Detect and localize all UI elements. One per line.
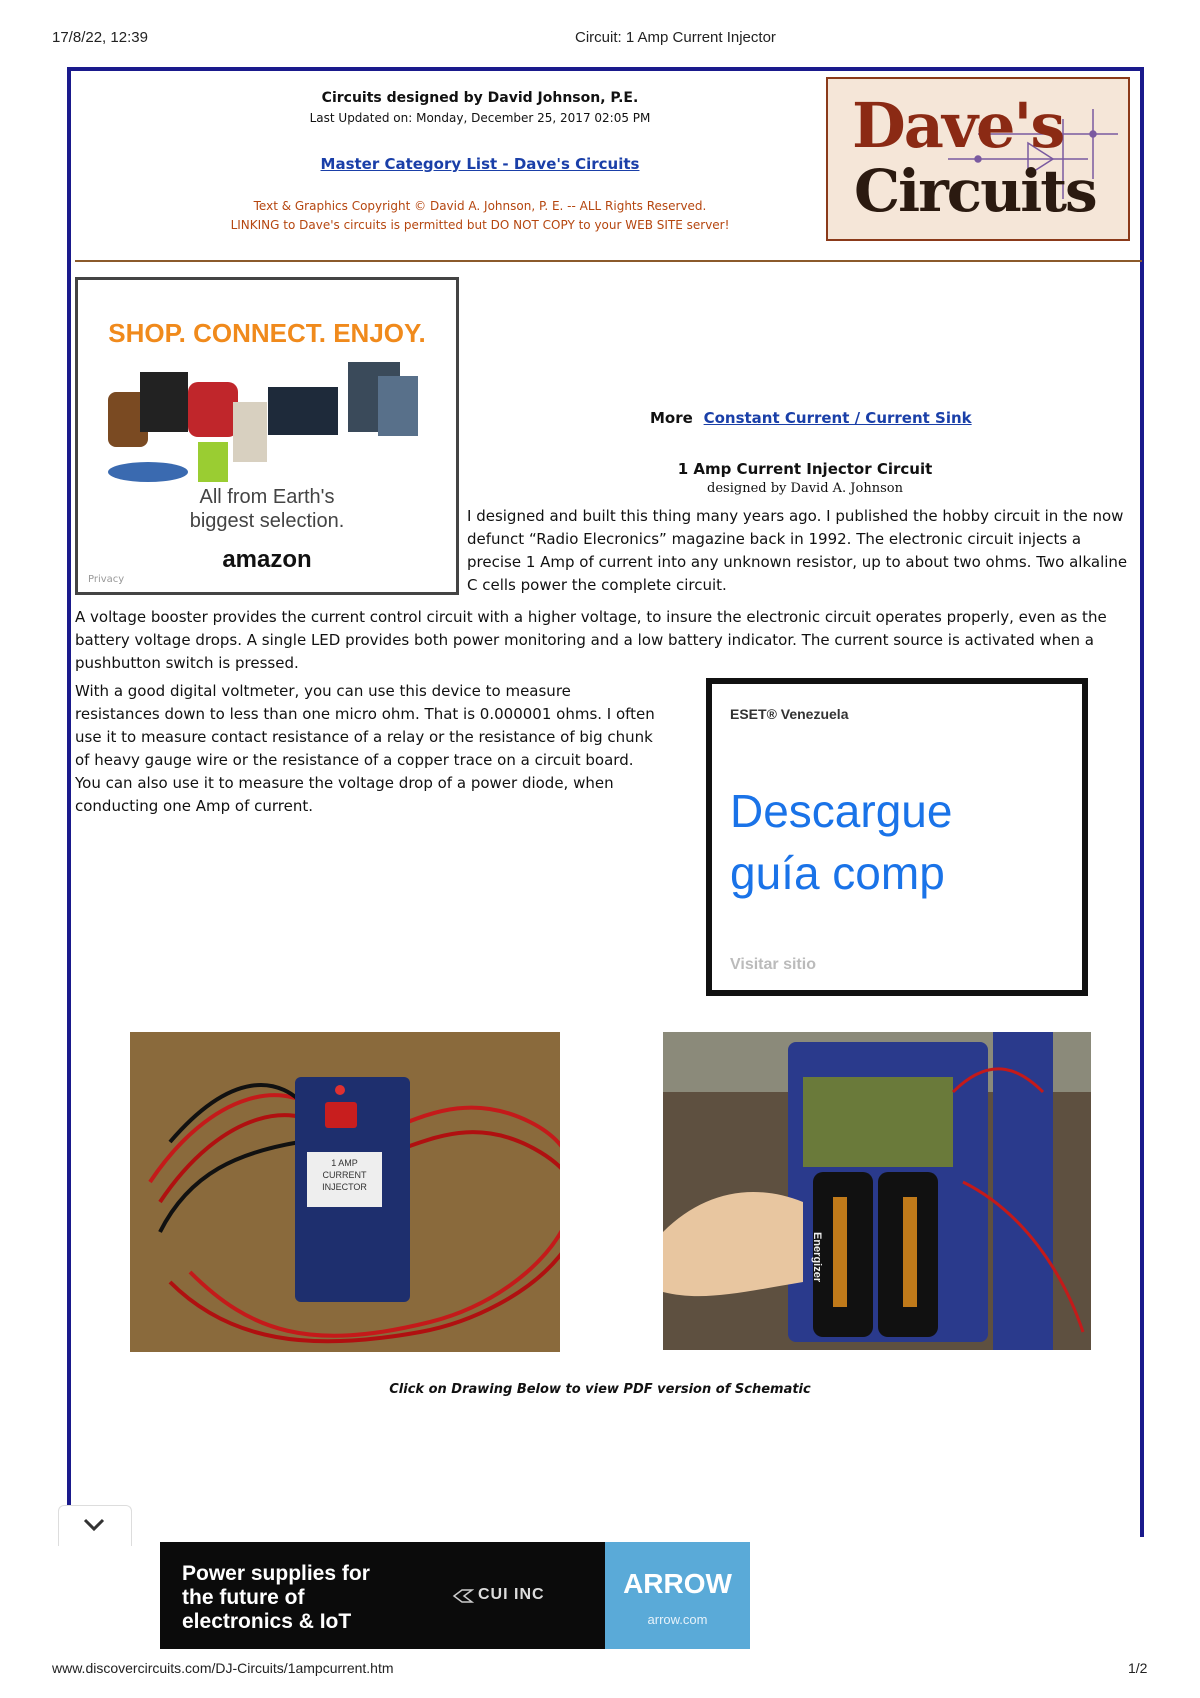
banner-ad-line: the future of [182,1586,305,1609]
daves-circuits-logo[interactable] [826,77,1130,241]
article-paragraph: With a good digital voltmeter, you can use this device to measure resistances down to less than one micro ohm. That is 0.000001 ohms. I often use it to measure contact resistance of a relay or the resistance of big chunk of heavy gauge wire or the resistance of a copper trace on a circuit board. You can also use it to measure the voltage drop of a power diode, when conducting one Amp of current. [75,682,655,815]
ad-privacy-link[interactable]: Privacy [88,574,125,585]
chevron-down-icon [83,1518,105,1532]
eset-ad-headline-1: Descargue [730,785,953,837]
print-footer-url: www.discovercircuits.com/DJ-Circuits/1ampcurrent.htm [52,1660,394,1676]
arrow-logo-panel [605,1542,750,1649]
more-links [650,409,972,427]
schematic-caption[interactable]: Click on Drawing Below to view PDF version of Schematic [389,1382,811,1397]
eset-visit-button[interactable]: Visitar sitio [730,956,816,973]
products-collage-icon [78,352,458,492]
linking-notice: LINKING to Dave's circuits is permitted but DO NOT COPY to your WEB SITE server! [230,218,730,232]
last-updated: Last Updated on: Monday, December 25, 2017 02:05 PM [309,111,651,125]
print-title: Circuit: 1 Amp Current Injector [575,29,776,46]
box-label-line: 1 AMP [331,1158,358,1168]
eset-ad[interactable] [706,678,1088,996]
amazon-ad-headline: SHOP. CONNECT. ENJOY. [108,318,426,348]
cui-logo-icon [452,1588,474,1604]
collapse-ad-button[interactable] [58,1505,132,1546]
more-label: More [650,409,693,427]
article-byline: designed by David A. Johnson [707,481,903,496]
box-label-line: INJECTOR [322,1182,367,1192]
arrow-logo: ARROW [623,1568,732,1599]
master-category-link[interactable]: Master Category List - Dave's Circuits [320,155,640,173]
article-title: 1 Amp Current Injector Circuit [677,460,933,478]
injector-box-photo [130,1032,560,1352]
amazon-logo: amazon [222,546,312,573]
injector-inside-photo [663,1032,1091,1350]
battery-brand: Energizer [811,1232,823,1283]
banner-ad-line: electronics & IoT [182,1610,352,1633]
print-date: 17/8/22, 12:39 [52,29,148,46]
eset-ad-headline-2: guía comp [730,847,945,899]
box-label-line: CURRENT [322,1170,367,1180]
logo-text-circuits: Circuits [854,157,1096,225]
article-paragraph: A voltage booster provides the current control circuit with a higher voltage, to insure the electronic circuit operates properly, even as the battery voltage drops. A single LED provides both power monitoring and a low battery indicator. The current source is activated when a pushbutton switch is pressed. [75,608,1107,672]
site-credit: Circuits designed by David Johnson, P.E. [321,90,639,106]
print-page-number: 1/2 [1128,1660,1148,1676]
amazon-ad[interactable] [75,277,459,595]
eset-ad-org: ESET® Venezuela [730,706,849,722]
arrow-banner-ad[interactable] [160,1542,750,1649]
article-paragraph: I designed and built this thing many years ago. I published the hobby circuit in the now defunct “Radio Elecronics” magazine back in 1992. The electronic circuit injects a precise 1 Amp of current into any unknown resistor, up to about two ohms. Two alkaline C cells power the complete circuit. [467,507,1128,594]
copyright-notice: Text & Graphics Copyright © David A. Johnson, P. E. -- ALL Rights Reserved. [253,199,707,213]
amazon-ad-tagline-1: All from Earth's [199,486,335,508]
header-divider [75,260,1142,262]
amazon-ad-tagline-2: biggest selection. [189,510,345,532]
arrow-url: arrow.com [647,1612,708,1627]
logo-text-daves: Dave's [852,89,1064,162]
banner-ad-line: Power supplies for [182,1562,370,1585]
cui-logo: CUI INC [478,1586,545,1603]
constant-current-link[interactable]: Constant Current / Current Sink [703,409,972,427]
